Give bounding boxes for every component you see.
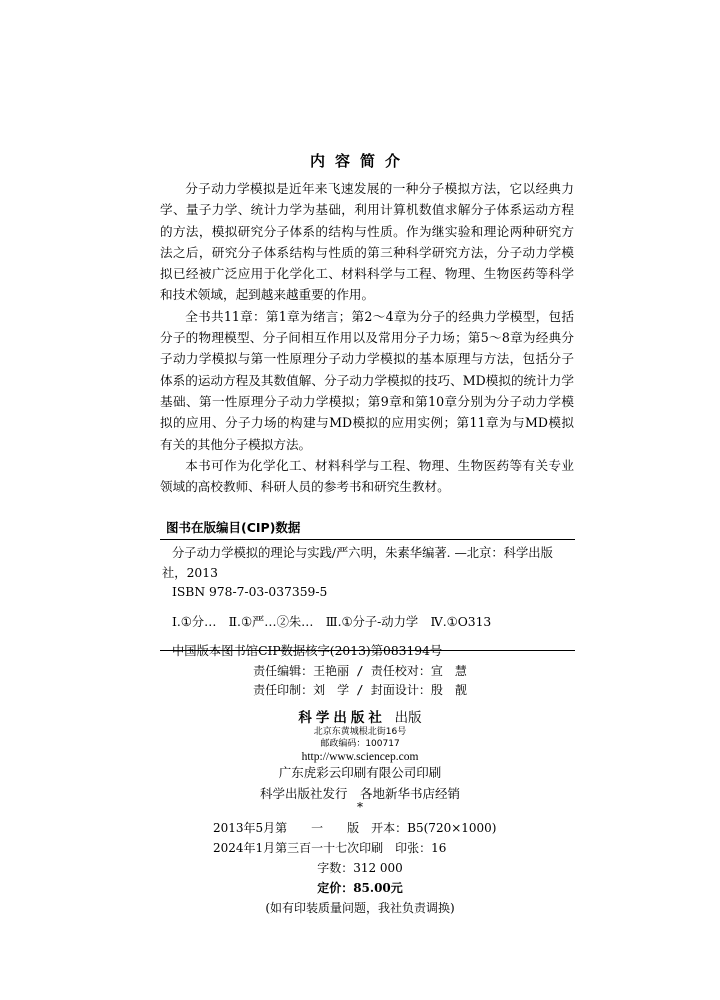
- intro-paragraph: 分子动力学模拟是近年来飞速发展的一种分子模拟方法，它以经典力学、量子力学、统计力学为基础，利用计算机数值求解分子体系运动方程的方法，模拟研究分子体系的结构与性质。作为继实验和理论两种研究方法之后，研究分子体系结构与性质的第三种科学研究方法，分子动力学模拟已经被广泛应用于化学化工、材料科学与工程、物理、生物医药等科学和技术领域，起到越来越重要的作用。: [160, 181, 574, 303]
- intro-paragraph: 本书可作为化学化工、材料科学与工程、物理、生物医药等有关专业领域的高校教师、科研人员的参考书和研究生教材。: [160, 457, 574, 495]
- cip-bottom-rule: [160, 650, 575, 651]
- publisher-name-line: [0, 706, 720, 726]
- credits-line: 责任编辑：王艳丽 / 责任校对：宣 慧: [253, 664, 467, 678]
- publisher-url: http://www.sciencep.com: [301, 751, 419, 763]
- cip-isbn: ISBN 978-7-03-037359-5: [172, 585, 328, 599]
- publisher-postcode: 邮政编码：100717: [320, 739, 400, 749]
- edition-info: [213, 818, 497, 858]
- cip-title-line-cont: 社，2013: [162, 565, 218, 580]
- reprint-line: 2024年1月第三百一十七次印刷 印张：16: [213, 841, 447, 855]
- quality-note: (如有印装质量问题，我社负责调换): [265, 901, 455, 915]
- printer-name: 广东虎彩云印刷有限公司印刷: [278, 765, 442, 780]
- cip-top-rule: [160, 539, 575, 540]
- page-title: 内容简介: [309, 152, 410, 170]
- cip-heading: 图书在版编目(CIP)数据: [166, 520, 301, 535]
- word-count: 字数：312 000: [317, 861, 403, 875]
- cip-block: [160, 544, 574, 662]
- intro-body: [160, 178, 574, 497]
- intro-paragraph: 全书共11章：第1章为绪言；第2～4章为分子的经典力学模型，包括分子的物理模型、分子间相互作用以及常用分子力场；第5～8章为经典分子动力学模拟与第一性原理分子动力学模拟的基本原理与方法，包括分子体系的运动方程及其数值解、分子动力学模拟的技巧、MD模拟的统计力学基础、第一性原理分子动力学模拟；第9章和第10章分别为分子动力学模拟的应用、分子力场的构建与MD模拟的应用实例；第11章为与MD模拟有关的其他分子模拟方法。: [160, 308, 574, 452]
- publisher-name: 科学出版社: [298, 710, 386, 726]
- publisher-block: [0, 706, 720, 765]
- editorial-credits: [0, 662, 720, 700]
- price: 定价：85.00元: [317, 881, 403, 895]
- cip-title-line: 分子动力学模拟的理论与实践/严六明，朱素华编著. —北京：科学出版: [172, 546, 553, 560]
- publisher-address: 北京东黄城根北街16号: [313, 727, 407, 737]
- publisher-suffix: 出版: [394, 710, 422, 726]
- credits-line: 责任印制：刘 学 / 封面设计：殷 靓: [253, 683, 467, 697]
- cip-classification: Ⅰ.①分… Ⅱ.①严…②朱… Ⅲ.①分子-动力学 Ⅳ.①O313: [172, 614, 492, 629]
- printer-block: [0, 762, 720, 804]
- cip-record-number: 中国版本图书馆CIP数据核字(2013)第083194号: [172, 644, 443, 658]
- distribution-line: 科学出版社发行 各地新华书店经销: [259, 786, 460, 801]
- separator-asterisk: *: [357, 800, 363, 814]
- edition-summary: [0, 858, 720, 918]
- first-edition-line: 2013年5月第 一 版 开本：B5(720×1000): [213, 821, 497, 835]
